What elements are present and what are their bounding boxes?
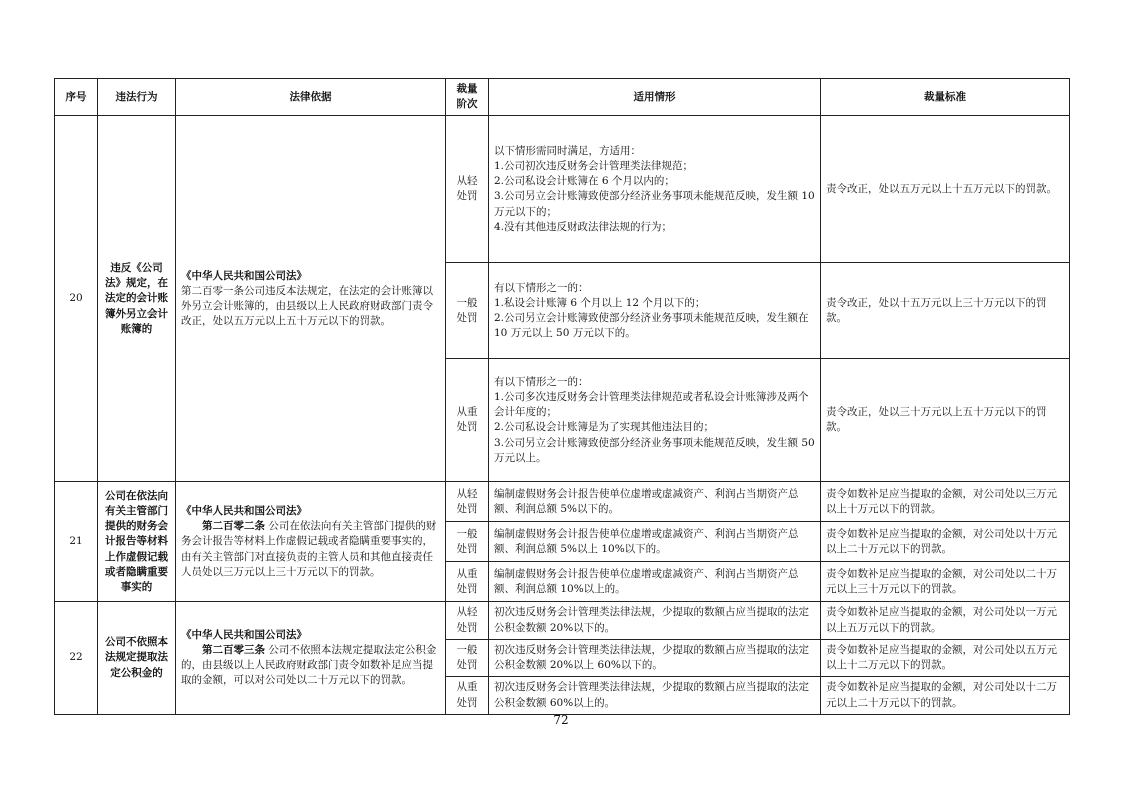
situation-line: 以下情形需同时满足，方适用： bbox=[494, 144, 641, 157]
level-line2: 处罚 bbox=[456, 696, 478, 709]
level-cell bbox=[446, 359, 489, 482]
basis-text-wrap bbox=[181, 519, 440, 580]
level-cell bbox=[446, 639, 489, 676]
level-line1: 从重 bbox=[456, 567, 478, 580]
basis-text: 公司不依照本法规定提取法定公积金的，由县级以上人民政府财政部门责令如数补足应当提取的金额，可以对公司处以二十万元以下的罚款。 bbox=[181, 643, 437, 687]
basis-article: 第二百零二条 bbox=[202, 520, 265, 533]
level-line1: 一般 bbox=[456, 643, 478, 656]
header-basis: 法律依据 bbox=[176, 79, 446, 116]
violation-cell: 公司在依法向有关主管部门提供的财务会计报告等材料上作虚假记载或者隐瞒重要事实的 bbox=[98, 482, 176, 602]
situation-cell: 编制虚假财务会计报告使单位虚增或虚减资产、利润占当期资产总额、利润总额 5%以下的。 bbox=[489, 482, 821, 522]
situation-line: 2.公司私设会计账簿在 6 个月以内的； bbox=[494, 175, 675, 188]
basis-text-wrap bbox=[181, 643, 440, 689]
header-level-line1: 裁量 bbox=[456, 83, 478, 95]
basis-article: 第二百零三条 bbox=[202, 643, 265, 656]
basis-cell bbox=[176, 602, 446, 714]
level-line1: 一般 bbox=[456, 527, 478, 540]
level-cell bbox=[446, 677, 489, 714]
level-line1: 从轻 bbox=[456, 175, 478, 188]
table-row bbox=[55, 482, 1070, 522]
header-standard: 裁量标准 bbox=[821, 79, 1070, 116]
level-cell bbox=[446, 263, 489, 359]
header-situation: 适用情形 bbox=[489, 79, 821, 116]
basis-title: 《中华人民共和国公司法》 bbox=[181, 269, 307, 282]
table-header-row bbox=[55, 79, 1070, 116]
level-line1: 从轻 bbox=[456, 487, 478, 500]
situation-line: 1.公司多次违反财务会计管理类法律规范或者私设会计账簿涉及两个会计年度的； bbox=[494, 391, 809, 419]
situation-line: 4.没有其他违反财政法律法规的行为； bbox=[494, 220, 673, 233]
header-level bbox=[446, 79, 489, 116]
violation-cell: 公司不依照本法规定提取法定公积金的 bbox=[98, 602, 176, 714]
basis-cell bbox=[176, 116, 446, 482]
situation-line: 1.私设会计账簿 6 个月以上 12 个月以下的； bbox=[494, 296, 706, 309]
situation-line: 1.公司初次违反财务会计管理类法律规范； bbox=[494, 160, 694, 172]
basis-text: 第二百零一条公司违反本法规定，在法定的会计账簿以外另立会计账簿的，由县级以上人民政府财政部门责令改正，处以五万元以上五十万元以下的罚款。 bbox=[181, 284, 433, 328]
situation-cell bbox=[489, 263, 821, 359]
level-line2: 处罚 bbox=[456, 659, 478, 672]
table-row bbox=[55, 116, 1070, 263]
standard-cell: 责令如数补足应当提取的金额，对公司处以五万元以上十二万元以下的罚款。 bbox=[821, 639, 1070, 676]
level-line2: 处罚 bbox=[456, 190, 478, 203]
situation-cell bbox=[489, 359, 821, 482]
violation-cell: 违反《公司法》规定，在法定的会计账簿外另立会计账簿的 bbox=[98, 116, 176, 482]
level-line2: 处罚 bbox=[456, 502, 478, 515]
basis-title: 《中华人民共和国公司法》 bbox=[181, 504, 307, 517]
situation-line: 3.公司另立会计账簿致使部分经济业务事项未能规范反映，发生额 50 万元以上。 bbox=[494, 436, 819, 464]
situation-line: 有以下情形之一的： bbox=[494, 375, 589, 388]
standard-cell: 责令改正，处以十五万元以上三十万元以下的罚款。 bbox=[821, 263, 1070, 359]
situation-line: 有以下情形之一的： bbox=[494, 281, 589, 294]
page-number: 72 bbox=[553, 713, 569, 727]
basis-title: 《中华人民共和国公司法》 bbox=[181, 628, 307, 641]
level-cell bbox=[446, 522, 489, 562]
header-seq: 序号 bbox=[55, 79, 98, 116]
header-level-line2: 阶次 bbox=[456, 98, 478, 111]
level-cell bbox=[446, 482, 489, 522]
table-row bbox=[55, 602, 1070, 639]
level-line1: 从轻 bbox=[456, 606, 478, 619]
situation-line: 2.公司私设会计账簿是为了实现其他违法目的； bbox=[494, 421, 715, 434]
situation-cell: 初次违反财务会计管理类法律法规，少提取的数额占应当提取的法定公积金数额 20%以下的。 bbox=[489, 602, 821, 639]
seq-cell: 22 bbox=[55, 602, 98, 714]
level-line2: 处罚 bbox=[456, 311, 478, 324]
level-line2: 处罚 bbox=[456, 542, 478, 555]
level-line2: 处罚 bbox=[456, 421, 478, 434]
header-violation: 违法行为 bbox=[98, 79, 176, 116]
situation-cell: 初次违反财务会计管理类法律法规，少提取的数额占应当提取的法定公积金数额 20%以上 60%以下的。 bbox=[489, 639, 821, 676]
standard-cell: 责令如数补足应当提取的金额，对公司处以十二万元以上二十万元以下的罚款。 bbox=[821, 677, 1070, 714]
level-cell bbox=[446, 562, 489, 602]
level-line1: 一般 bbox=[456, 296, 478, 309]
level-cell bbox=[446, 116, 489, 263]
standard-cell: 责令如数补足应当提取的金额，对公司处以一万元以上五万元以下的罚款。 bbox=[821, 602, 1070, 639]
basis-cell bbox=[176, 482, 446, 602]
level-line1: 从重 bbox=[456, 406, 478, 419]
level-line1: 从重 bbox=[456, 681, 478, 694]
situation-cell: 编制虚假财务会计报告使单位虚增或虚减资产、利润占当期资产总额、利润总额 10%以上的。 bbox=[489, 562, 821, 602]
standard-cell: 责令如数补足应当提取的金额，对公司处以二十万元以上三十万元以下的罚款。 bbox=[821, 562, 1070, 602]
situation-cell: 编制虚假财务会计报告使单位虚增或虚减资产、利润占当期资产总额、利润总额 5%以上 10%以下的。 bbox=[489, 522, 821, 562]
basis-text: 公司在依法向有关主管部门提供的财务会计报告等材料上作虚假记载或者隐瞒重要事实的，由有关主管部门对直接负责的主管人员和其他直接责任人员处以三万元以上三十万元以下的罚款。 bbox=[181, 520, 437, 578]
level-line2: 处罚 bbox=[456, 582, 478, 595]
situation-line: 2.公司另立会计账簿致使部分经济业务事项未能规范反映，发生额在 10 万元以上 50 万元以下的。 bbox=[494, 311, 812, 340]
seq-cell: 21 bbox=[55, 482, 98, 602]
situation-line: 3.公司另立会计账簿致使部分经济业务事项未能规范反映，发生额 10 万元以下的； bbox=[494, 190, 819, 218]
standard-cell: 责令改正，处以三十万元以上五十万元以下的罚款。 bbox=[821, 359, 1070, 482]
penalty-standard-table bbox=[54, 78, 1070, 715]
level-line2: 处罚 bbox=[456, 621, 478, 634]
seq-cell: 20 bbox=[55, 116, 98, 482]
level-cell bbox=[446, 602, 489, 639]
situation-cell bbox=[489, 116, 821, 263]
standard-cell: 责令改正，处以五万元以上十五万元以下的罚款。 bbox=[821, 116, 1070, 263]
situation-cell: 初次违反财务会计管理类法律法规，少提取的数额占应当提取的法定公积金数额 60%以上的。 bbox=[489, 677, 821, 714]
standard-cell: 责令如数补足应当提取的金额，对公司处以三万元以上十万元以下的罚款。 bbox=[821, 482, 1070, 522]
standard-cell: 责令如数补足应当提取的金额，对公司处以十万元以上二十万元以下的罚款。 bbox=[821, 522, 1070, 562]
